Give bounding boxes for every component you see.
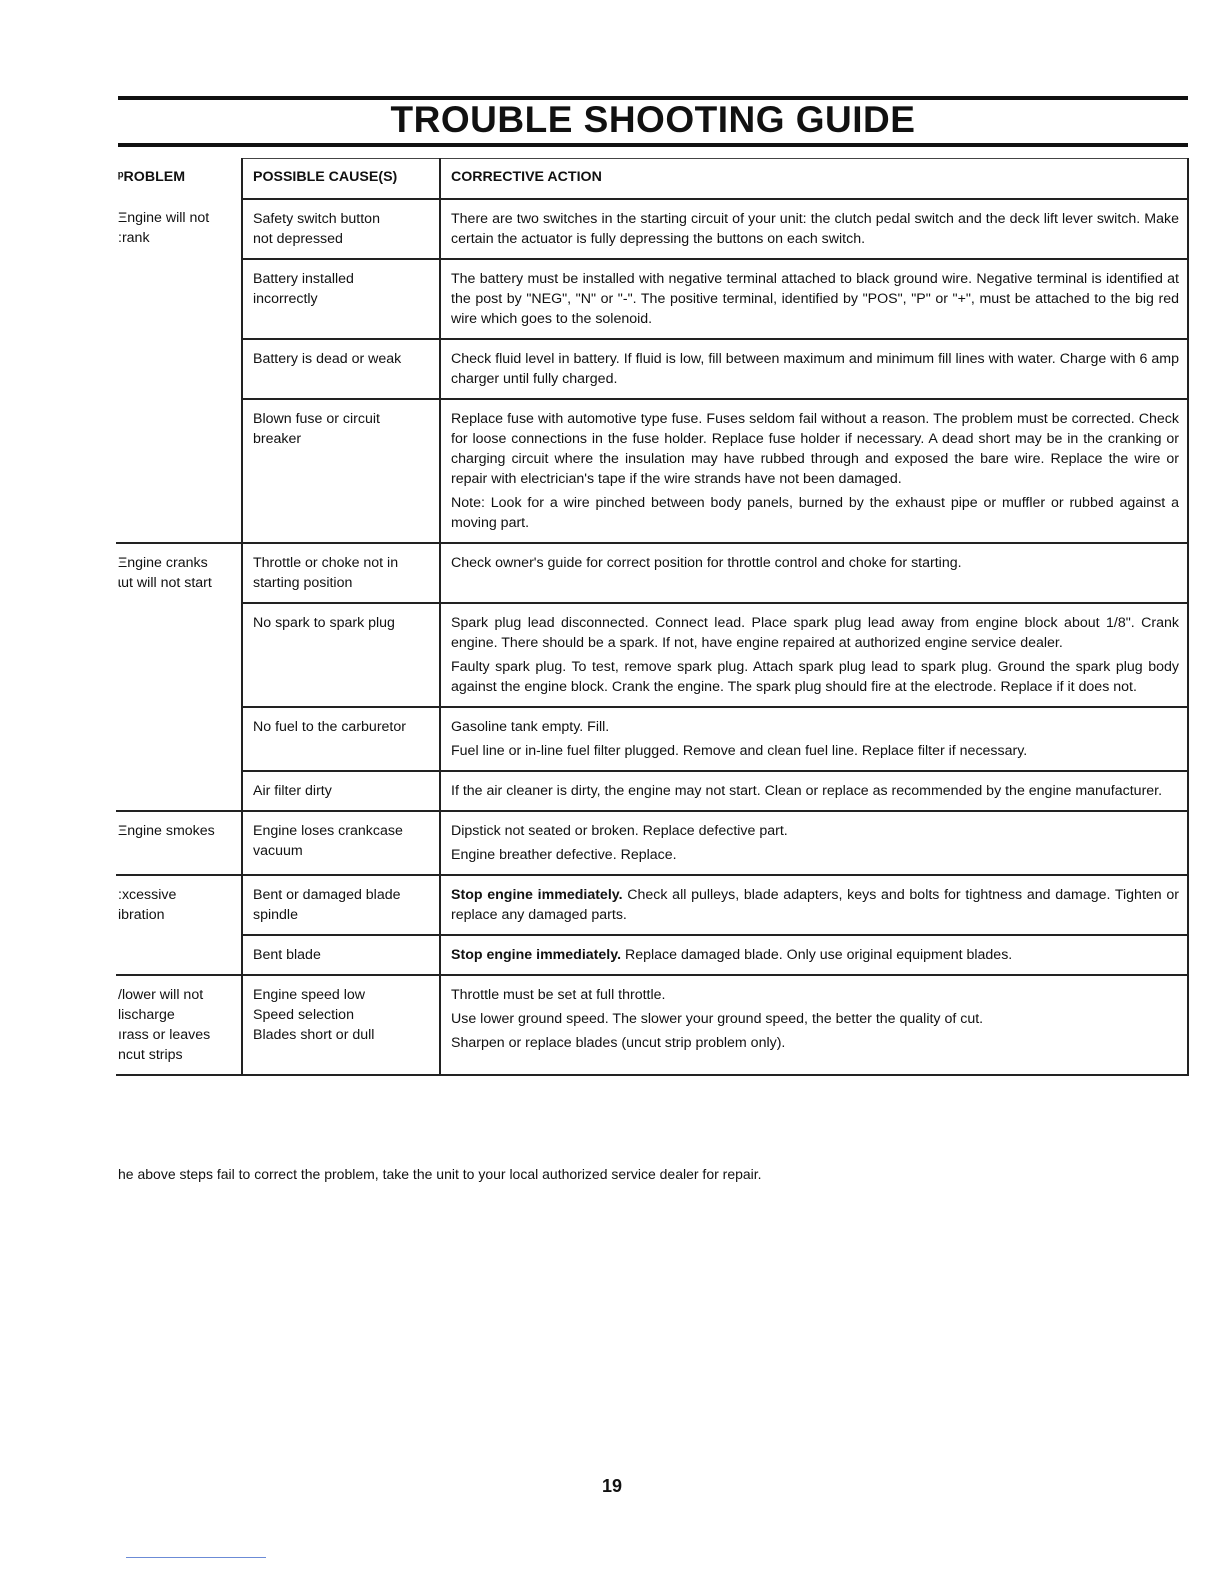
action-text: Check fluid level in battery. If fluid is low, fill between maximum and minimum fill lines with water. Charge with 6 amp charger until fully charged. [451,351,1179,387]
table-row [116,707,1188,771]
action-cell [440,199,1188,259]
troubleshooting-table [116,158,1188,1076]
table-row [116,811,1188,875]
header-cause: POSSIBLE CAUSE(S) [242,159,440,200]
cause-cell [242,935,440,975]
cause-cell [242,543,440,603]
cause-text: Safety switch button [253,211,380,227]
table-row [116,975,1188,1075]
table-row [116,199,1188,259]
header-problem: ᵖROBLEM [116,159,242,200]
problem-cell [116,399,242,543]
table-row [116,771,1188,811]
cause-cell [242,603,440,707]
action-text: The battery must be installed with negative terminal attached to black ground wire. Negative terminal is identified at the post by "NEG", "N" or "-". The positive terminal, identified by "POS", "P" or "+", must be attached to the big red wire which goes to the solenoid. [451,271,1179,327]
problem-cell [116,707,242,771]
problem-cell [116,543,242,603]
cause-text: starting position [253,575,353,591]
cause-text: Bent or damaged blade [253,887,401,903]
table-row [116,543,1188,603]
cause-text: No spark to spark plug [253,615,395,631]
action-text: Faulty spark plug. To test, remove spark plug. Attach spark plug lead to spark plug. Ground the spark plug body against the engine block. Crank the engine. The spark plug should fire at the electrode. Replace if it does not. [451,659,1179,695]
action-warning: Stop engine immediately. [451,947,622,963]
title-rule [118,143,1188,147]
bottom-link-line [126,1557,266,1558]
footer-note: he above steps fail to correct the problem, take the unit to your local authorized service dealer for repair. [118,1166,762,1182]
cause-text: Blown fuse or circuit [253,411,380,427]
action-cell [440,339,1188,399]
action-text: Replace damaged blade. Only use original equipment blades. [624,947,1013,963]
action-text: Use lower ground speed. The slower your ground speed, the better the quality of cut. [451,1011,984,1027]
cause-text: Engine speed low [253,987,366,1003]
action-cell [440,399,1188,543]
action-cell [440,935,1188,975]
table-row [116,935,1188,975]
cause-text: Engine loses crankcase [253,823,403,839]
cause-text: incorrectly [253,291,318,307]
action-text: Fuel line or in-line fuel filter plugged. Remove and clean fuel line. Replace filter if necessary. [451,743,1028,759]
header-action: CORRECTIVE ACTION [440,159,1188,200]
problem-text: /lower will not [118,987,204,1003]
cause-text: No fuel to the carburetor [253,719,406,735]
page-title: TROUBLE SHOOTING GUIDE [390,99,916,140]
cause-cell [242,875,440,935]
action-text: Replace fuse with automotive type fuse. Fuses seldom fail without a reason. The problem must be corrected. Check for loose connections in the fuse holder. Replace fuse holder if necessary. A dead short may be in the cranking or charging circuit where the insulation may have rubbed through and exposed the bare wire. Replace the wire or repair with electrician's tape if the wire strands have not been damaged. [451,411,1179,487]
table-row [116,259,1188,339]
cause-text: Battery is dead or weak [253,351,402,367]
cause-text: Air filter dirty [253,783,332,799]
cause-text: Bent blade [253,947,321,963]
cause-text: spindle [253,907,298,923]
cause-cell [242,399,440,543]
problem-cell [116,875,242,935]
action-cell [440,707,1188,771]
cause-cell [242,339,440,399]
cause-cell [242,771,440,811]
action-text: Gasoline tank empty. Fill. [451,719,610,735]
problem-cell [116,603,242,707]
cause-text: breaker [253,431,302,447]
action-cell [440,259,1188,339]
problem-text: ibration [118,907,165,923]
action-cell [440,603,1188,707]
problem-text: ɩut will not start [118,575,212,591]
problem-text: ırass or leaves [118,1027,211,1043]
cause-text: vacuum [253,843,303,859]
problem-cell [116,199,242,259]
action-text: Check all pulleys, blade adapters, keys and bolts for tightness and damage. Tighten or replace any damaged parts. [451,887,1179,923]
action-cell [440,543,1188,603]
table-row [116,399,1188,543]
cause-cell [242,199,440,259]
problem-cell [116,811,242,875]
cause-cell [242,707,440,771]
problem-text: ncut strips [118,1047,183,1063]
problem-cell [116,259,242,339]
cause-text: Throttle or choke not in [253,555,399,571]
action-text: Dipstick not seated or broken. Replace defective part. [451,823,788,839]
cause-text: not depressed [253,231,343,247]
action-text: Engine breather defective. Replace. [451,847,677,863]
problem-cell [116,975,242,1075]
action-text: Throttle must be set at full throttle. [451,987,666,1003]
problem-cell [116,339,242,399]
action-text: Check owner's guide for correct position for throttle control and choke for starting. [451,555,962,571]
problem-text: lischarge [118,1007,175,1023]
action-text: If the air cleaner is dirty, the engine may not start. Clean or replace as recommended by the engine manufacturer. [451,783,1163,799]
problem-text: Ξngine smokes [118,823,215,839]
cause-cell [242,975,440,1075]
problem-cell [116,771,242,811]
problem-text: Ξngine cranks [118,555,208,571]
action-text: Note: Look for a wire pinched between body panels, burned by the exhaust pipe or muffler or rubbed against a moving part. [451,495,1179,531]
problem-text: :rank [118,230,150,246]
action-warning: Stop engine immediately. [451,887,623,903]
action-text: Spark plug lead disconnected. Connect lead. Place spark plug lead away from engine block about 1/8". Crank engine. There should be a spark. If not, have engine repaired at authorized engine service dealer. [451,615,1179,651]
action-cell [440,975,1188,1075]
cause-text: Speed selection [253,1007,354,1023]
problem-text: Ξngine will not [118,210,210,226]
cause-text: Blades short or dull [253,1027,375,1043]
action-cell [440,771,1188,811]
action-cell [440,875,1188,935]
cause-cell [242,259,440,339]
table-row [116,339,1188,399]
table-header-row [116,159,1188,200]
action-text: There are two switches in the starting circuit of your unit: the clutch pedal switch and the deck lift lever switch. Make certain the actuator is fully depressing the buttons on each switch. [451,211,1179,247]
cause-cell [242,811,440,875]
problem-cell [116,935,242,975]
cause-text: Battery installed [253,271,354,287]
action-text: Sharpen or replace blades (uncut strip problem only). [451,1035,786,1051]
table-row [116,875,1188,935]
action-cell [440,811,1188,875]
table-row [116,603,1188,707]
page-number: 19 [601,1476,623,1496]
problem-text: :xcessive [118,887,177,903]
